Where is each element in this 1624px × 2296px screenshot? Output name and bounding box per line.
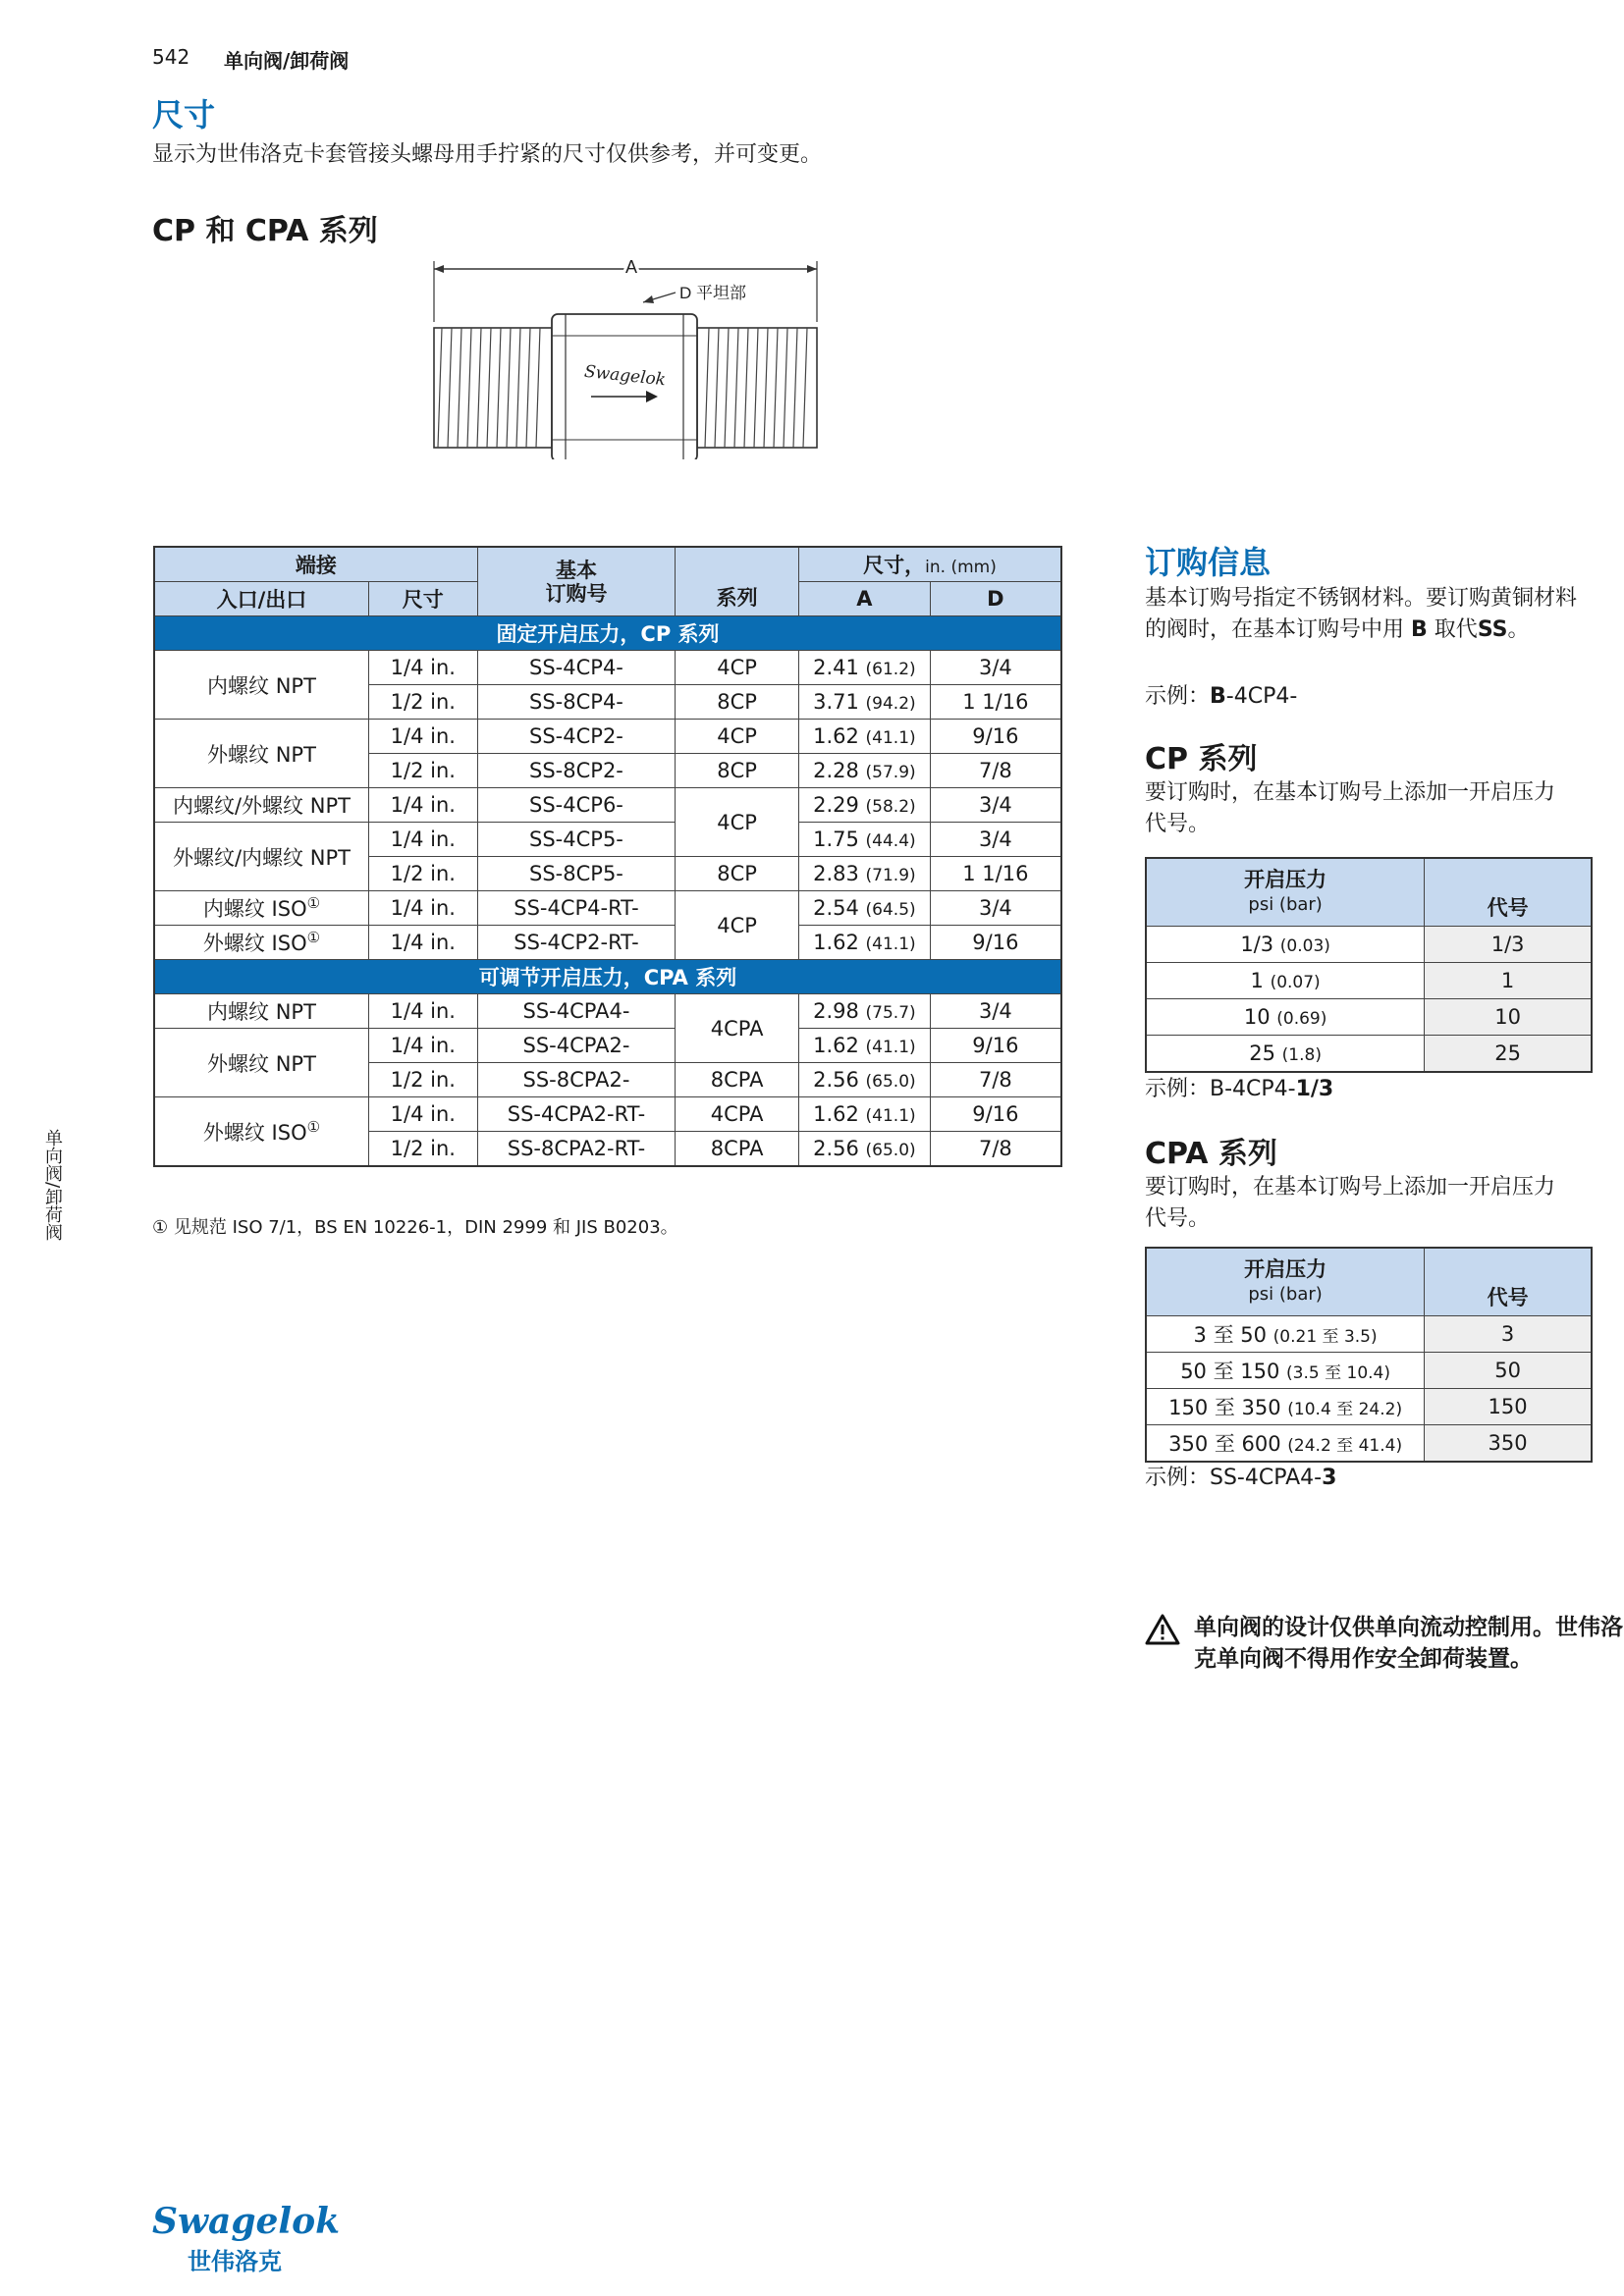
order-cell: SS-8CPA2-RT- <box>477 1132 676 1167</box>
check-valve-diagram <box>422 253 835 459</box>
a-cell <box>799 823 931 857</box>
col-dimensions-label: 尺寸， <box>863 554 926 577</box>
bar-value: (24.2 至 41.4) <box>1287 1436 1403 1456</box>
a-cell <box>799 926 931 960</box>
series-cell: 4CP <box>676 720 799 754</box>
a-in: 2.83 <box>813 862 859 885</box>
footnote-mark: ① <box>306 1117 321 1136</box>
footnote-mark: ① <box>306 894 321 912</box>
col-d: D <box>930 582 1061 616</box>
conn-cell <box>154 1097 368 1167</box>
code-cell: 50 <box>1425 1353 1592 1389</box>
a-mm: (44.4) <box>865 831 916 851</box>
order-cell: SS-4CPA2-RT- <box>477 1097 676 1132</box>
a-mm: (41.1) <box>865 728 916 748</box>
series-cell: 8CP <box>676 754 799 788</box>
table-row <box>1146 927 1592 963</box>
d-cell: 1 1/16 <box>930 685 1061 720</box>
cp-col-pressure <box>1146 858 1425 927</box>
size-cell: 1/4 in. <box>368 926 477 960</box>
d-cell: 9/16 <box>930 720 1061 754</box>
bar-value: (1.8) <box>1281 1045 1322 1065</box>
table-footnote: ① 见规范 ISO 7/1，BS EN 10226-1，DIN 2999 和 JIS B0203。 <box>152 1217 678 1238</box>
code-cell: 3 <box>1425 1316 1592 1353</box>
a-mm: (65.0) <box>865 1072 916 1092</box>
a-mm: (64.5) <box>865 900 916 920</box>
table-row <box>154 1097 1061 1132</box>
table-row <box>1146 1036 1592 1073</box>
order-cell: SS-8CP5- <box>477 857 676 891</box>
table-row <box>1146 999 1592 1036</box>
cp-series-text: 要订购时，在基本订购号上添加一开启压力代号。 <box>1145 780 1556 836</box>
pressure-cell <box>1146 1036 1425 1073</box>
col-end-connection: 端接 <box>154 547 477 582</box>
table-row <box>154 1029 1061 1063</box>
conn-cell <box>154 891 368 926</box>
psi-value: 50 至 150 <box>1180 1360 1280 1383</box>
d-cell: 3/4 <box>930 994 1061 1029</box>
ordering-text-b: B <box>1411 617 1428 642</box>
series-cell: 4CP <box>676 651 799 685</box>
a-mm: (94.2) <box>865 694 916 714</box>
pressure-cell <box>1146 1316 1425 1353</box>
d-cell: 3/4 <box>930 891 1061 926</box>
a-cell <box>799 994 931 1029</box>
order-cell: SS-4CPA2- <box>477 1029 676 1063</box>
psi-value: 3 至 50 <box>1193 1323 1267 1347</box>
bar-value: (0.03) <box>1279 936 1330 956</box>
pressure-cell <box>1146 1353 1425 1389</box>
size-cell: 1/2 in. <box>368 1063 477 1097</box>
cp-series-title: CP 系列 <box>1145 742 1258 776</box>
series-cell: 8CPA <box>676 1132 799 1167</box>
a-in: 2.98 <box>813 999 859 1023</box>
band-adjustable-cpa: 可调节开启压力，CPA 系列 <box>154 960 1061 994</box>
footnote-mark: ① <box>306 929 321 946</box>
cp-example <box>1145 1074 1597 1105</box>
a-cell <box>799 1063 931 1097</box>
size-cell: 1/2 in. <box>368 857 477 891</box>
pressure-cell <box>1146 999 1425 1036</box>
psi-value: 10 <box>1243 1005 1271 1029</box>
a-cell <box>799 891 931 926</box>
example-bold: B <box>1210 684 1226 709</box>
series-cell: 4CPA <box>676 994 799 1063</box>
series-title: CP 和 CPA 系列 <box>152 214 378 248</box>
cpa-col-pressure-unit: psi (bar) <box>1248 1284 1323 1305</box>
dimensions-intro: 显示为世伟洛克卡套管接头螺母用手拧紧的尺寸仅供参考，并可变更。 <box>152 142 823 167</box>
band-fixed-cp: 固定开启压力，CP 系列 <box>154 616 1061 651</box>
a-mm: (61.2) <box>865 660 916 679</box>
series-cell: 4CP <box>676 891 799 960</box>
cpa-col-pressure-label: 开启压力 <box>1244 1257 1327 1281</box>
conn-label: 外螺纹 ISO <box>202 1120 307 1145</box>
size-cell: 1/4 in. <box>368 1029 477 1063</box>
bar-value: (0.21 至 3.5) <box>1272 1327 1378 1347</box>
flat-d-label: D 平坦部 <box>679 284 746 302</box>
ordering-text-2: 取代 <box>1434 617 1478 642</box>
d-cell: 7/8 <box>930 1132 1061 1167</box>
conn-cell: 外螺纹/内螺纹 NPT <box>154 823 368 891</box>
size-cell: 1/4 in. <box>368 823 477 857</box>
a-in: 2.29 <box>813 793 859 817</box>
size-cell: 1/2 in. <box>368 685 477 720</box>
ordering-title: 订购信息 <box>1145 544 1272 581</box>
order-cell: SS-4CP2-RT- <box>477 926 676 960</box>
col-inlet-outlet: 入口/出口 <box>154 582 368 616</box>
table-row <box>154 823 1061 857</box>
pressure-cell <box>1146 927 1425 963</box>
bar-value: (10.4 至 24.2) <box>1287 1400 1403 1419</box>
cp-col-code: 代号 <box>1425 858 1592 927</box>
conn-cell: 内螺纹 NPT <box>154 651 368 720</box>
cpa-pressure-table <box>1145 1247 1593 1463</box>
order-cell: SS-4CP6- <box>477 788 676 823</box>
order-cell: SS-8CP4- <box>477 685 676 720</box>
conn-label: 内螺纹 ISO <box>202 897 307 921</box>
size-cell: 1/4 in. <box>368 994 477 1029</box>
psi-value: 1 <box>1250 969 1264 992</box>
conn-cell: 内螺纹/外螺纹 NPT <box>154 788 368 823</box>
cp-col-pressure-unit: psi (bar) <box>1248 894 1323 915</box>
table-row <box>154 891 1061 926</box>
table-row <box>154 926 1061 960</box>
psi-value: 150 至 350 <box>1168 1396 1281 1419</box>
logo-cn: 世伟洛克 <box>188 2248 282 2275</box>
a-in: 1.62 <box>813 724 859 748</box>
a-cell <box>799 788 931 823</box>
cpa-col-pressure <box>1146 1248 1425 1316</box>
conn-cell: 外螺纹 NPT <box>154 720 368 788</box>
a-in: 2.56 <box>813 1068 859 1092</box>
cpa-example <box>1145 1463 1597 1494</box>
size-cell: 1/2 in. <box>368 754 477 788</box>
table-row <box>154 788 1061 823</box>
order-cell: SS-4CP4-RT- <box>477 891 676 926</box>
series-cell: 8CPA <box>676 1063 799 1097</box>
size-cell: 1/2 in. <box>368 1132 477 1167</box>
size-cell: 1/4 in. <box>368 788 477 823</box>
col-basic-order: 基本 订购号 <box>477 547 676 616</box>
warning-text: 单向阀的设计仅供单向流动控制用。世伟洛克单向阀不得用作安全卸荷装置。 <box>1194 1615 1623 1672</box>
d-cell: 3/4 <box>930 651 1061 685</box>
series-cell: 4CPA <box>676 1097 799 1132</box>
ordering-example <box>1145 681 1597 713</box>
section-header: 单向阀/卸荷阀 <box>224 49 350 73</box>
cpa-example-prefix: 示例：SS-4CPA4- <box>1145 1466 1323 1490</box>
table-row <box>1146 1389 1592 1425</box>
a-cell <box>799 754 931 788</box>
a-in: 2.54 <box>813 896 859 920</box>
d-cell: 3/4 <box>930 823 1061 857</box>
table-row <box>154 651 1061 685</box>
a-in: 1.62 <box>813 931 859 954</box>
conn-cell: 内螺纹 NPT <box>154 994 368 1029</box>
cp-col-pressure-label: 开启压力 <box>1244 868 1327 891</box>
side-tab: 单向阀/卸荷阀 <box>42 1129 63 1242</box>
order-cell: SS-4CP5- <box>477 823 676 857</box>
cpa-series-text: 要订购时，在基本订购号上添加一开启压力代号。 <box>1145 1175 1556 1231</box>
bar-value: (3.5 至 10.4) <box>1286 1363 1390 1383</box>
series-cell: 8CP <box>676 857 799 891</box>
a-cell <box>799 651 931 685</box>
a-mm: (41.1) <box>865 934 916 954</box>
table-row <box>1146 963 1592 999</box>
cp-example-prefix: 示例：B-4CP4- <box>1145 1077 1296 1101</box>
col-size: 尺寸 <box>368 582 477 616</box>
bar-value: (0.69) <box>1276 1009 1327 1029</box>
swagelok-logo <box>152 2201 340 2276</box>
d-cell: 7/8 <box>930 754 1061 788</box>
size-cell: 1/4 in. <box>368 1097 477 1132</box>
order-cell: SS-4CP4- <box>477 651 676 685</box>
warning-icon <box>1145 1614 1180 1645</box>
d-cell: 9/16 <box>930 926 1061 960</box>
a-cell <box>799 720 931 754</box>
a-mm: (75.7) <box>865 1003 916 1023</box>
order-cell: SS-8CP2- <box>477 754 676 788</box>
a-mm: (41.1) <box>865 1106 916 1126</box>
col-series: 系列 <box>676 547 799 616</box>
a-in: 2.56 <box>813 1137 859 1160</box>
pressure-cell <box>1146 963 1425 999</box>
code-cell: 1 <box>1425 963 1592 999</box>
table-row <box>1146 1353 1592 1389</box>
a-in: 2.28 <box>813 759 859 782</box>
pressure-cell <box>1146 1389 1425 1425</box>
example-rest: -4CP4- <box>1225 684 1298 709</box>
bar-value: (0.07) <box>1270 973 1321 992</box>
code-cell: 25 <box>1425 1036 1592 1073</box>
code-cell: 350 <box>1425 1425 1592 1463</box>
order-cell: SS-8CPA2- <box>477 1063 676 1097</box>
a-mm: (58.2) <box>865 797 916 817</box>
code-cell: 1/3 <box>1425 927 1592 963</box>
pressure-cell <box>1146 1425 1425 1463</box>
a-in: 3.71 <box>813 690 859 714</box>
table-row <box>1146 1425 1592 1463</box>
cp-example-bold: 1/3 <box>1295 1077 1334 1101</box>
example-label: 示例： <box>1145 684 1211 709</box>
table-row <box>154 720 1061 754</box>
d-cell: 9/16 <box>930 1097 1061 1132</box>
a-cell <box>799 1029 931 1063</box>
a-mm: (57.9) <box>865 763 916 782</box>
col-dimensions <box>799 547 1061 582</box>
ordering-text-end: 。 <box>1507 617 1530 642</box>
size-cell: 1/4 in. <box>368 651 477 685</box>
dimension-a-label: A <box>624 257 638 277</box>
ordering-text <box>1145 583 1597 646</box>
cp-pressure-table <box>1145 857 1593 1073</box>
a-mm: (71.9) <box>865 866 916 885</box>
a-mm: (65.0) <box>865 1141 916 1160</box>
a-mm: (41.1) <box>865 1038 916 1057</box>
a-cell <box>799 1132 931 1167</box>
cpa-example-bold: 3 <box>1322 1466 1337 1490</box>
page-number: 542 <box>152 45 190 69</box>
a-in: 1.75 <box>813 828 859 851</box>
logo-wordmark: Swagelok <box>152 2201 341 2242</box>
conn-cell <box>154 926 368 960</box>
size-cell: 1/4 in. <box>368 891 477 926</box>
a-in: 2.41 <box>813 656 859 679</box>
order-cell: SS-4CP2- <box>477 720 676 754</box>
a-cell <box>799 1097 931 1132</box>
a-in: 1.62 <box>813 1034 859 1057</box>
code-cell: 10 <box>1425 999 1592 1036</box>
col-a: A <box>799 582 931 616</box>
ordering-text-ss: SS <box>1477 617 1508 642</box>
conn-label: 外螺纹 ISO <box>202 932 307 955</box>
ordering-text-1: 基本订购号指定不锈钢材料。要订购黄铜材料的阀时，在基本订购号中用 <box>1145 586 1578 642</box>
cpa-series-title: CPA 系列 <box>1145 1137 1277 1171</box>
d-cell: 7/8 <box>930 1063 1061 1097</box>
table-row <box>1146 1316 1592 1353</box>
psi-value: 1/3 <box>1240 933 1274 956</box>
size-cell: 1/4 in. <box>368 720 477 754</box>
psi-value: 350 至 600 <box>1168 1432 1281 1456</box>
psi-value: 25 <box>1249 1041 1275 1065</box>
a-cell <box>799 857 931 891</box>
cpa-col-code: 代号 <box>1425 1248 1592 1316</box>
d-cell: 1 1/16 <box>930 857 1061 891</box>
dimensions-table <box>153 546 1062 1167</box>
table-row <box>154 994 1061 1029</box>
dimensions-title: 尺寸 <box>152 96 216 133</box>
col-dimensions-unit: in. (mm) <box>925 558 997 577</box>
a-in: 1.62 <box>813 1102 859 1126</box>
d-cell: 9/16 <box>930 1029 1061 1063</box>
a-cell <box>799 685 931 720</box>
valve-brand-mark: Swagelok <box>583 361 667 391</box>
d-cell: 3/4 <box>930 788 1061 823</box>
series-cell: 8CP <box>676 685 799 720</box>
code-cell: 150 <box>1425 1389 1592 1425</box>
conn-cell: 外螺纹 NPT <box>154 1029 368 1097</box>
order-cell: SS-4CPA4- <box>477 994 676 1029</box>
series-cell: 4CP <box>676 788 799 857</box>
